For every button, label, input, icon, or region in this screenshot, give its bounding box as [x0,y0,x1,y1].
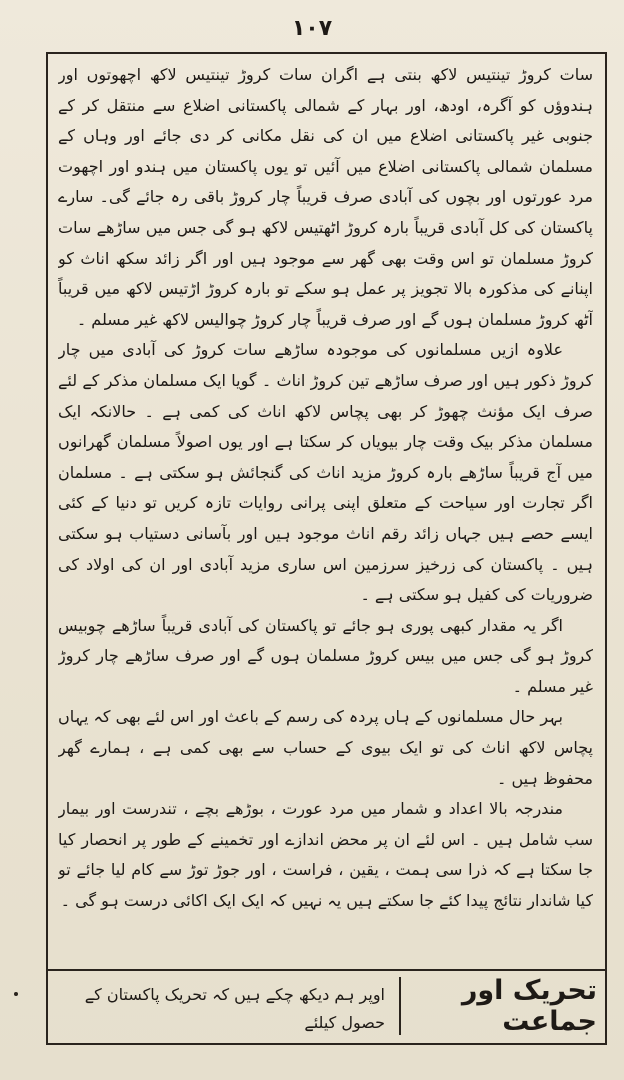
margin-mark [14,992,18,996]
section-heading: تحریک اور جماعت [399,977,597,1035]
paragraph-4: بہر حال مسلمانوں کے ہاں پردہ کی رسم کے باعث اور اس لئے بھی کہ یہاں پچاس لاکھ اناث کی تو ایک بیوی کے حساب سے بھی کمی ہے ، ہمارے گھر محفوظ ہیں ۔ [58,707,593,788]
paragraph-1: سات کروڑ تینتیس لاکھ بنتی ہے اگران سات کروڑ تینتیس لاکھ اچھوتوں اور ہندوؤں کو آگرہ، اودھ، اور بہار کے شمالی پاکستانی اضلاع سے منتقل کر کے جنوبی غیر پاکستانی اضلاع میں ان کی نقل مکانی کر دی جائے اور وہاں کے مسلمان شمالی پاکستانی اضلاع میں آئیں تو یوں پاکستان میں ہندو اور اچھوت مرد عورتوں اور بچوں کی آبادی صرف قریباً چار کروڑ باقی رہ جائے گی۔ سارے پاکستان کی کل آبادی قریباً بارہ کروڑ اٹھتیس لاکھ ہو گی جس میں ساڑھے سات کروڑ مسلمان تو اس وقت بھی گھر سے موجود ہیں اور اگر زائد سکھ اناث کو اپنانے کی مذکورہ بالا تجویز پر عمل ہو سکے تو بارہ کروڑ اڑتیس لاکھ میں قریباً آٹھ کروڑ مسلمان ہوں گے اور صرف قریباً چار کروڑ چوالیس لاکھ غیر مسلم ۔ [58,65,593,329]
paragraph-2: علاوہ ازیں مسلمانوں کی موجودہ ساڑھے سات کروڑ کی آبادی میں چار کروڑ ذکور ہیں اور صرف ساڑھے تین کروڑ اناث ۔ گویا ایک مسلمان مذکر کے لئے صرف ایک مؤنث چھوڑ کر بھی پچاس لاکھ اناث کی کمی ہے ۔ حالانکہ ایک مسلمان مذکر بیک وقت چار بیویاں کر سکتا ہے اور یوں اصولاً مسلمان گھرانوں میں آج قریباً ساڑھے بارہ کروڑ مزید اناث کی گنجائش ہو سکتی ہے ۔ مسلمان اگر تجارت اور سیاحت کے متعلق اپنی پرانی روایات تازہ کریں تو دنیا کے کئی ایسے حصے ہیں جہاں زائد رقم اناث موجود ہیں اور بآسانی دستیاب ہو سکتی ہیں ۔ پاکستان کی زرخیز سرزمین اس ساری مزید آبادی اور ان کی اولاد کی ضروریات کی کفیل ہو سکتی ہے ۔ [58,340,593,605]
footer-section [48,969,605,1043]
text-frame [46,52,607,1045]
paragraph-5: مندرجہ بالا اعداد و شمار میں مرد عورت ، بوڑھے بچے ، تندرست اور بیمار سب شامل ہیں ۔ اس لئے ان پر محض اندازے اور تخمینے کے طور پر انحصار کیا جا سکتا ہے کہ ذرا سی ہمت ، یقین ، فراست ، اور جوڑ توڑ سے کام لیا جائے تو کیا شاندار نتائج پیدا کئے جا سکتے ہیں یہ نہیں کہ ایک ایک اکائی درست ہو گی ۔ [58,799,593,911]
footer-text: اوپر ہم دیکھ چکے ہیں کہ تحریک پاکستان کے حصول کیلئے [84,985,385,1032]
page-number: ۱۰۷ [291,16,333,41]
paragraph-3: اگر یہ مقدار کبھی پوری ہو جائے تو پاکستان کی آبادی قریباً ساڑھے چوبیس کروڑ ہو گی جس میں بیس کروڑ مسلمان ہوں گے اور صرف ساڑھے چار کروڑ غیر مسلم ۔ [58,615,593,696]
body-text [58,60,593,969]
